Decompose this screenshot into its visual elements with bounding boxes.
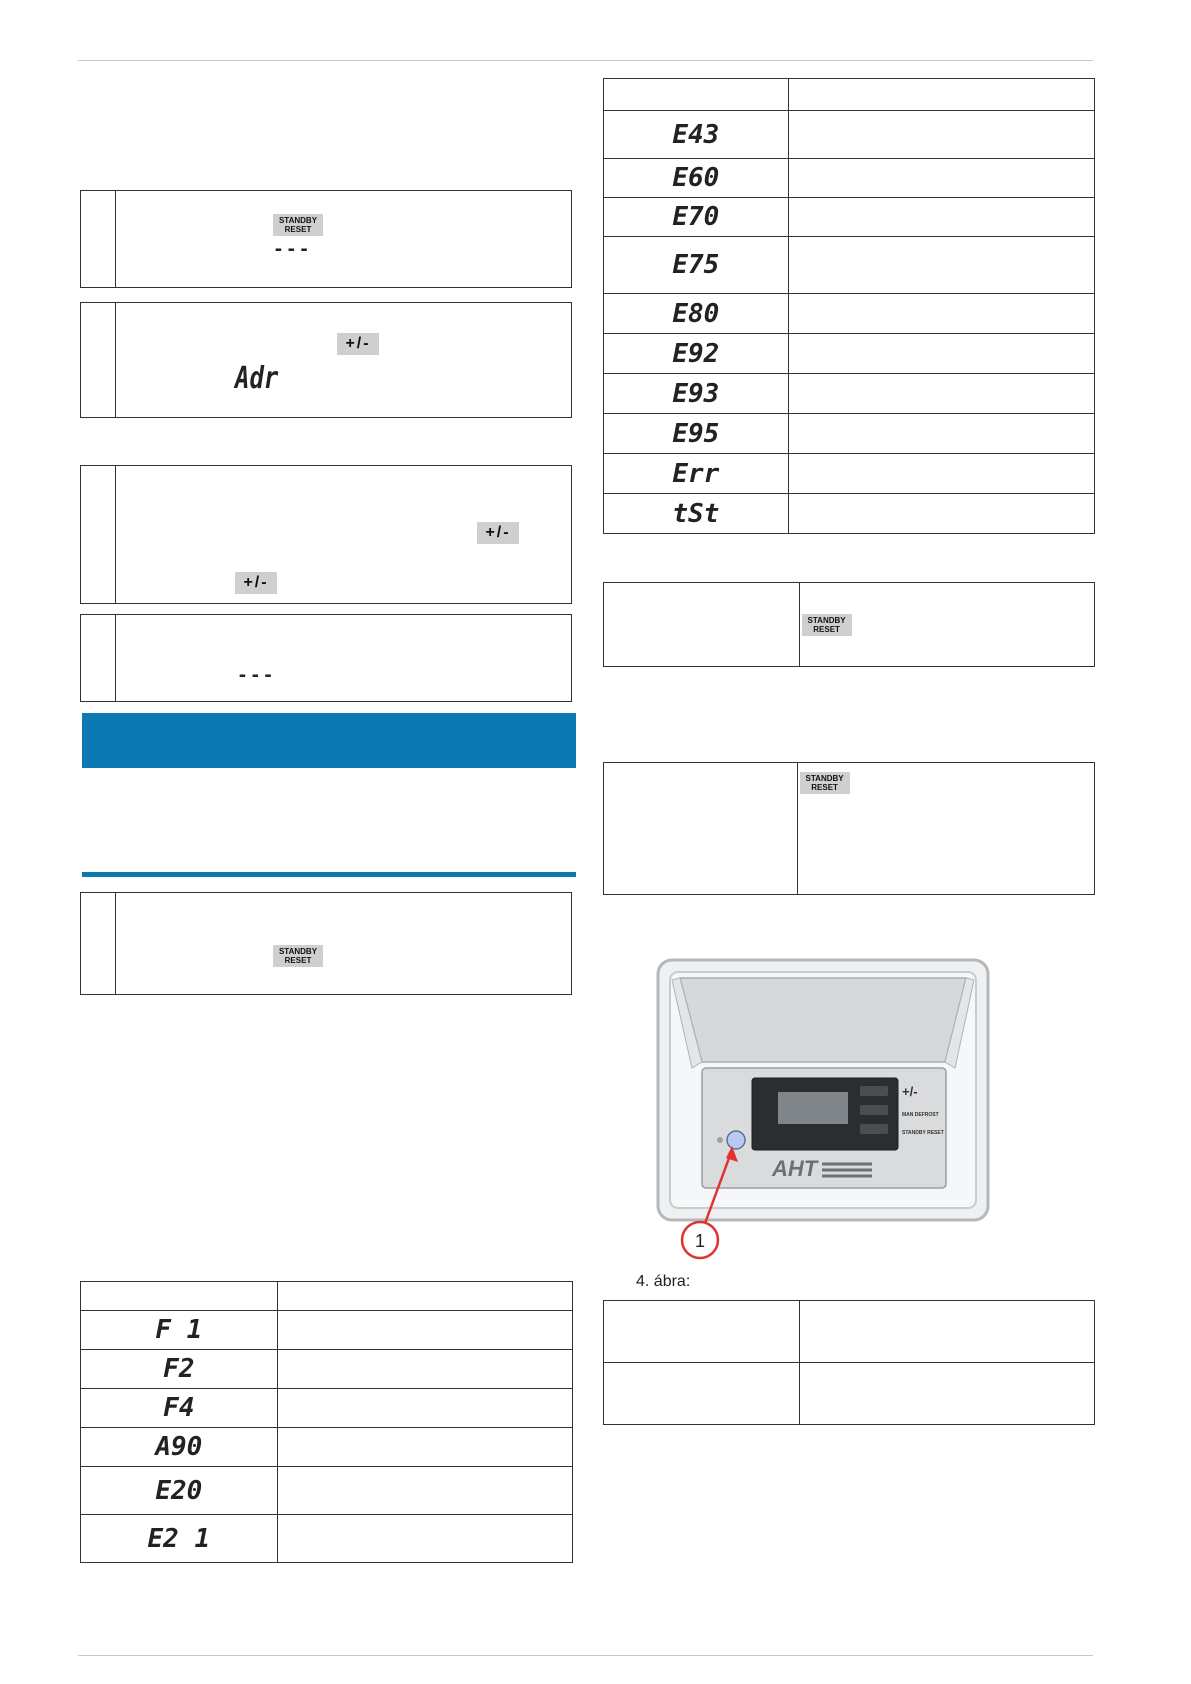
code-cell: tSt bbox=[604, 494, 789, 534]
table-row bbox=[604, 583, 1095, 667]
info-table-2 bbox=[603, 762, 1095, 895]
step-content bbox=[115, 893, 571, 994]
key-label-line2: RESET bbox=[811, 783, 838, 792]
code-cell: E80 bbox=[604, 294, 789, 334]
step-box-2 bbox=[80, 302, 572, 418]
step-content bbox=[115, 466, 571, 603]
code-cell: E20 bbox=[81, 1467, 278, 1515]
table-row bbox=[81, 1428, 573, 1467]
step-number-cell bbox=[81, 303, 116, 417]
code-cell: E43 bbox=[604, 111, 789, 159]
info-table-1 bbox=[603, 582, 1095, 667]
panel-label-standby-reset: STANDBY RESET bbox=[902, 1130, 944, 1136]
key-label-line1: STANDBY bbox=[278, 216, 318, 225]
table-row bbox=[604, 198, 1095, 237]
display-adr: Adr bbox=[235, 361, 279, 396]
plus-minus-key: +/- bbox=[337, 333, 379, 355]
table-row bbox=[604, 334, 1095, 374]
plus-minus-key: +/- bbox=[477, 522, 519, 544]
legend-table bbox=[603, 1300, 1095, 1425]
table-row bbox=[81, 1467, 573, 1515]
code-cell: A90 bbox=[81, 1428, 278, 1467]
callout-number: 1 bbox=[694, 1231, 706, 1251]
error-codes-table-left bbox=[80, 1281, 573, 1563]
table-row bbox=[81, 1311, 573, 1350]
step-content bbox=[115, 615, 571, 701]
key-label-line2: RESET bbox=[284, 225, 312, 234]
table-header-row bbox=[81, 1282, 573, 1311]
step-box-5 bbox=[80, 892, 572, 995]
table-row bbox=[604, 494, 1095, 534]
code-cell: E2 1 bbox=[81, 1515, 278, 1563]
standby-reset-key bbox=[802, 614, 852, 636]
standby-reset-key bbox=[273, 214, 323, 236]
reset-button-icon bbox=[727, 1131, 745, 1149]
step-box-1 bbox=[80, 190, 572, 288]
subsection-rule bbox=[82, 872, 576, 877]
header-rule bbox=[78, 60, 1093, 61]
table-row bbox=[604, 159, 1095, 198]
key-label-line1: STANDBY bbox=[807, 616, 846, 625]
aht-logo: AHT bbox=[772, 1156, 818, 1181]
figure-caption: 4. ábra: bbox=[636, 1273, 691, 1290]
code-cell: E75 bbox=[604, 237, 789, 294]
table-row bbox=[604, 111, 1095, 159]
code-cell: F4 bbox=[81, 1389, 278, 1428]
step-number-cell bbox=[81, 893, 116, 994]
table-row bbox=[604, 294, 1095, 334]
key-label-line1: STANDBY bbox=[805, 774, 844, 783]
table-row bbox=[81, 1515, 573, 1563]
step-number-cell bbox=[81, 466, 116, 603]
plus-minus-key: +/- bbox=[235, 572, 277, 594]
code-cell: Err bbox=[604, 454, 789, 494]
panel-label-plus-minus: +/- bbox=[902, 1084, 918, 1099]
code-cell: F 1 bbox=[81, 1311, 278, 1350]
control-panel-figure bbox=[640, 950, 1000, 1270]
error-codes-table-right bbox=[603, 78, 1095, 534]
table-row bbox=[604, 237, 1095, 294]
code-cell: E95 bbox=[604, 414, 789, 454]
table-row bbox=[81, 1389, 573, 1428]
table-row bbox=[604, 454, 1095, 494]
code-cell: E92 bbox=[604, 334, 789, 374]
step-content bbox=[115, 303, 571, 417]
table-row bbox=[81, 1350, 573, 1389]
table-row bbox=[604, 1301, 1095, 1363]
table-row bbox=[604, 1363, 1095, 1425]
table-header-row bbox=[604, 79, 1095, 111]
standby-reset-key bbox=[800, 772, 850, 794]
table-row bbox=[604, 414, 1095, 454]
table-row bbox=[604, 763, 1095, 895]
key-label-line1: STANDBY bbox=[278, 947, 318, 956]
step-number-cell bbox=[81, 615, 116, 701]
code-cell: E70 bbox=[604, 198, 789, 237]
key-label-line2: RESET bbox=[284, 956, 312, 965]
step-box-3 bbox=[80, 465, 572, 604]
key-label-line2: RESET bbox=[813, 625, 840, 634]
code-cell: E93 bbox=[604, 374, 789, 414]
step-box-4 bbox=[80, 614, 572, 702]
panel-label-man-defrost: MAN DEFROST bbox=[902, 1112, 939, 1118]
step-number-cell bbox=[81, 191, 116, 287]
step-content bbox=[115, 191, 571, 287]
footer-rule bbox=[78, 1655, 1093, 1656]
display-dashes: --- bbox=[237, 665, 276, 686]
table-row bbox=[604, 374, 1095, 414]
section-heading-band bbox=[82, 713, 576, 768]
display-dashes: --- bbox=[273, 239, 312, 260]
code-cell: E60 bbox=[604, 159, 789, 198]
standby-reset-key bbox=[273, 945, 323, 967]
code-cell: F2 bbox=[81, 1350, 278, 1389]
